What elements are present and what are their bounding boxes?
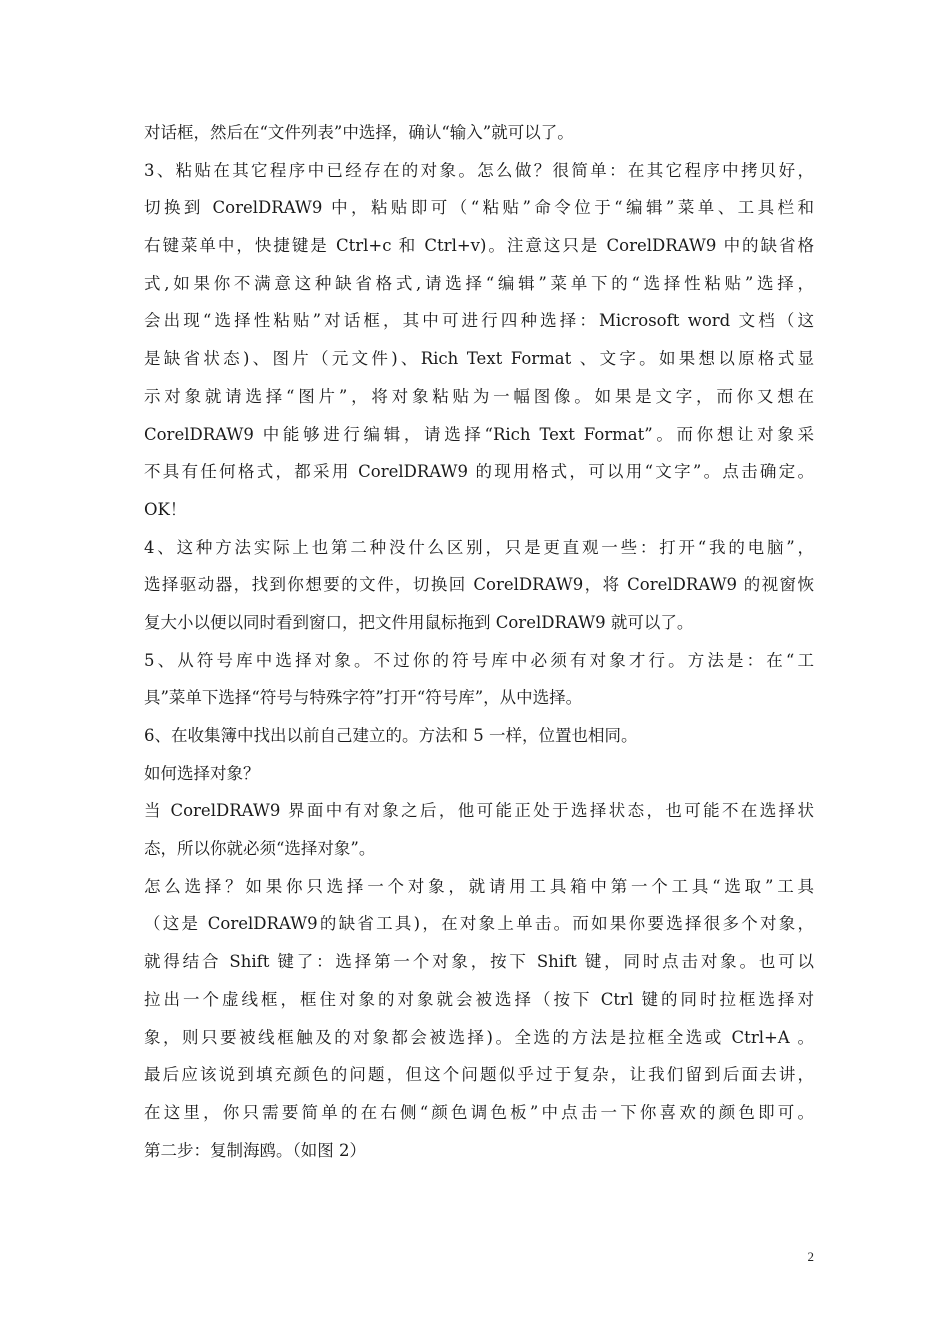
text-line: CorelDRAW9 中能够进行编辑，请选择“Rich Text Format”。而你想让对象采 xyxy=(144,424,814,444)
text-line: 3、粘贴在其它程序中已经存在的对象。怎么做？很简单：在其它程序中拷贝好， xyxy=(144,160,814,180)
text-line: 怎么选择？如果你只选择一个对象，就请用工具箱中第一个工具“选取”工具 xyxy=(144,876,814,896)
text-line: 第二步：复制海鸥。（如图 2） xyxy=(144,1140,366,1160)
text-line: 拉出一个虚线框，框住对象的对象就会被选择（按下 Ctrl 键的同时拉框选择对 xyxy=(144,989,814,1009)
text-line: 切换到 CorelDRAW9 中，粘贴即可（“粘贴”命令位于“编辑”菜单、工具栏和 xyxy=(144,198,814,218)
text-line: 会出现“选择性粘贴”对话框，其中可进行四种选择：Microsoft word 文档（这 xyxy=(144,311,814,331)
text-line: 对话框，然后在“文件列表”中选择，确认“输入”就可以了。 xyxy=(144,123,574,142)
text-line: 在这里，你只需要简单的在右侧“颜色调色板”中点击一下你喜欢的颜色即可。 xyxy=(144,1102,814,1122)
text-line: OK！ xyxy=(144,499,187,519)
text-line: 选择驱动器，找到你想要的文件，切换回 CorelDRAW9，将 CorelDRAW9 的视窗恢 xyxy=(144,575,814,595)
text-line: 态，所以你就必须“选择对象”。 xyxy=(144,839,376,859)
text-line: 如何选择对象？ xyxy=(144,763,260,783)
page-number: 2 xyxy=(807,1249,814,1264)
text-line: 5、从符号库中选择对象。不过你的符号库中必须有对象才行。方法是：在“工 xyxy=(144,650,814,670)
text-line: 式,如果你不满意这种缺省格式,请选择“编辑”菜单下的“选择性粘贴”选择， xyxy=(144,273,814,293)
text-line: 是缺省状态)、图片（元文件)、Rich Text Format 、文字。如果想以原格式显 xyxy=(144,349,814,369)
text-line: 就得结合 Shift 键了：选择第一个对象，按下 Shift 键，同时点击对象。也可以 xyxy=(144,952,814,972)
text-line: 不具有任何格式，都采用 CorelDRAW9 的现用格式，可以用“文字”。点击确定。 xyxy=(144,462,814,482)
text-line: 右键菜单中，快捷键是 Ctrl+c 和 Ctrl+v)。注意这只是 CorelDRAW9 中的缺省格 xyxy=(144,236,814,256)
text-line: 最后应该说到填充颜色的问题，但这个问题似乎过于复杂，让我们留到后面去讲， xyxy=(144,1065,814,1085)
text-line: 具”菜单下选择“符号与特殊字符”打开“符号库”，从中选择。 xyxy=(144,688,583,708)
text-line: 4、这种方法实际上也第二种没什么区别，只是更直观一些：打开“我的电脑”， xyxy=(144,537,814,557)
text-line: 6、在收集簿中找出以前自己建立的。方法和 5 一样，位置也相同。 xyxy=(144,726,638,745)
text-line: （这是 CorelDRAW9的缺省工具)，在对象上单击。而如果你要选择很多个对象， xyxy=(144,914,814,934)
text-line: 复大小以便以同时看到窗口，把文件用鼠标拖到 CorelDRAW9 就可以了。 xyxy=(144,612,694,632)
text-line: 象，则只要被线框触及的对象都会被选择)。全选的方法是拉框全选或 Ctrl+A 。 xyxy=(144,1027,814,1047)
text-line: 当 CorelDRAW9 界面中有对象之后，他可能正处于选择状态，也可能不在选择状 xyxy=(144,801,814,821)
document-body xyxy=(144,114,814,1169)
text-line: 示对象就请选择“图片”，将对象粘贴为一幅图像。如果是文字，而你又想在 xyxy=(144,386,814,406)
